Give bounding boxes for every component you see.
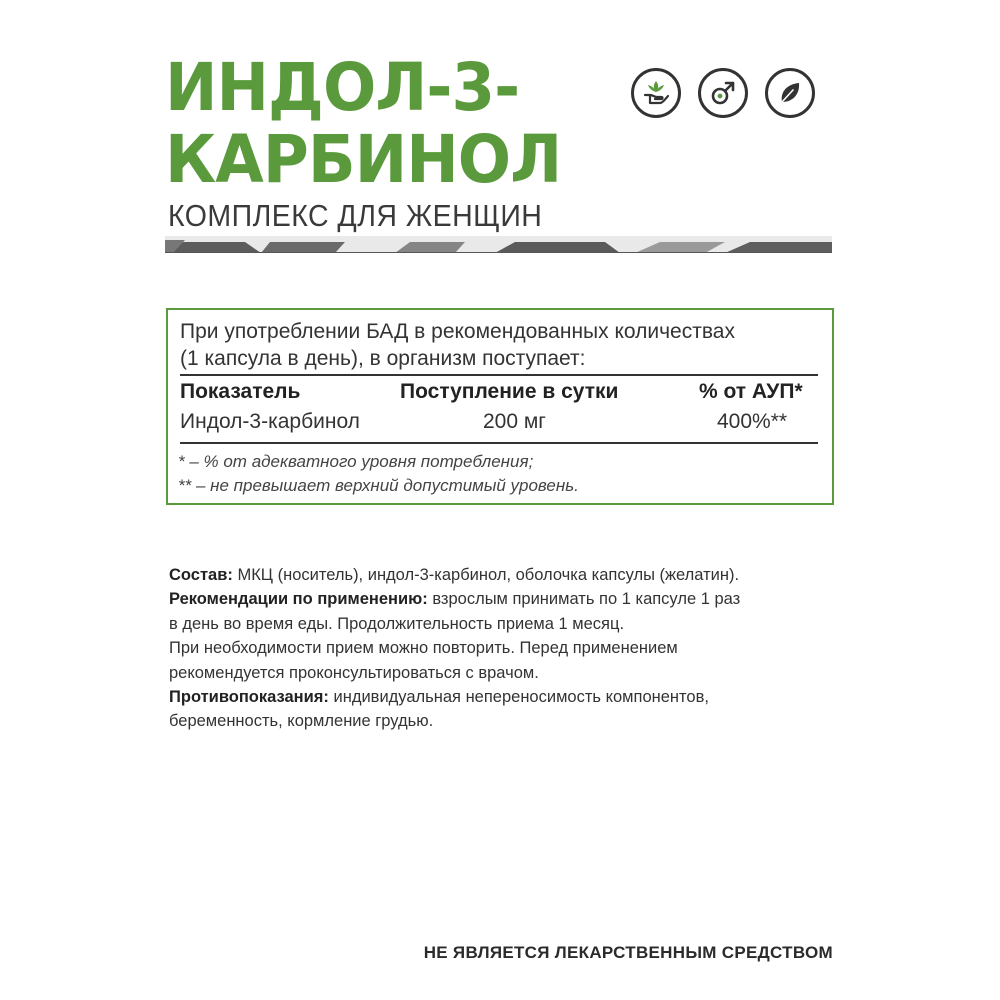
consult-line: рекомендуется проконсультироваться с врачом. xyxy=(169,663,539,682)
feature-icons xyxy=(631,68,815,118)
disclaimer: НЕ ЯВЛЯЕТСЯ ЛЕКАРСТВЕННЫМ СРЕДСТВОМ xyxy=(423,943,833,962)
footnotes xyxy=(178,450,579,498)
nutrition-info-box xyxy=(166,308,834,505)
gender-icon xyxy=(698,68,748,118)
repeat-line: При необходимости прием можно повторить. Перед применением xyxy=(169,639,678,658)
usage-label: Рекомендации по применению: xyxy=(169,590,428,609)
column-header-percent: % от АУП* xyxy=(699,380,803,403)
usage-line: в день во время еды. Продолжительность приема 1 месяц. xyxy=(169,614,625,633)
lotus-hand-icon xyxy=(631,68,681,118)
row-percent: 400%** xyxy=(717,410,788,433)
contraindications-label: Противопоказания: xyxy=(169,688,329,707)
leaf-icon xyxy=(765,68,815,118)
product-title xyxy=(165,49,562,198)
intro-line: (1 капсула в день), в организм поступает: xyxy=(180,347,586,370)
composition-label: Состав: xyxy=(169,566,233,584)
composition-text: МКЦ (носитель), индол-3-карбинол, оболочка капсулы (желатин). xyxy=(232,566,740,584)
column-header-indicator: Показатель xyxy=(180,380,301,403)
composition-line xyxy=(169,563,740,587)
row-daily-amount: 200 мг xyxy=(483,410,546,433)
table-top-rule xyxy=(180,374,818,376)
contraindications-text: индивидуальная непереносимость компонентов, xyxy=(328,688,709,707)
column-header-daily-intake: Поступление в сутки xyxy=(400,380,619,403)
footnote-2: ** – не превышает верхний допустимый уровень. xyxy=(178,476,579,495)
composition-section xyxy=(169,563,740,734)
product-subtitle: КОМПЛЕКС ДЛЯ ЖЕНЩИН xyxy=(168,198,543,233)
contraindications-line: беременность, кормление грудью. xyxy=(169,712,434,731)
intro-text xyxy=(180,318,735,372)
contraindications-line xyxy=(169,685,740,709)
usage-text: взрослым принимать по 1 капсуле 1 раз xyxy=(427,590,741,609)
usage-line xyxy=(169,587,740,611)
decorative-stripe xyxy=(165,236,832,253)
footnote-1: * – % от адекватного уровня потребления; xyxy=(178,452,534,471)
title-line-1: ИНДОЛ-3- xyxy=(165,49,520,126)
row-indicator-name: Индол-3-карбинол xyxy=(180,410,360,433)
table-bottom-rule xyxy=(180,442,818,444)
intro-line: При употреблении БАД в рекомендованных количествах xyxy=(180,320,735,343)
title-line-2: КАРБИНОЛ xyxy=(165,121,562,198)
